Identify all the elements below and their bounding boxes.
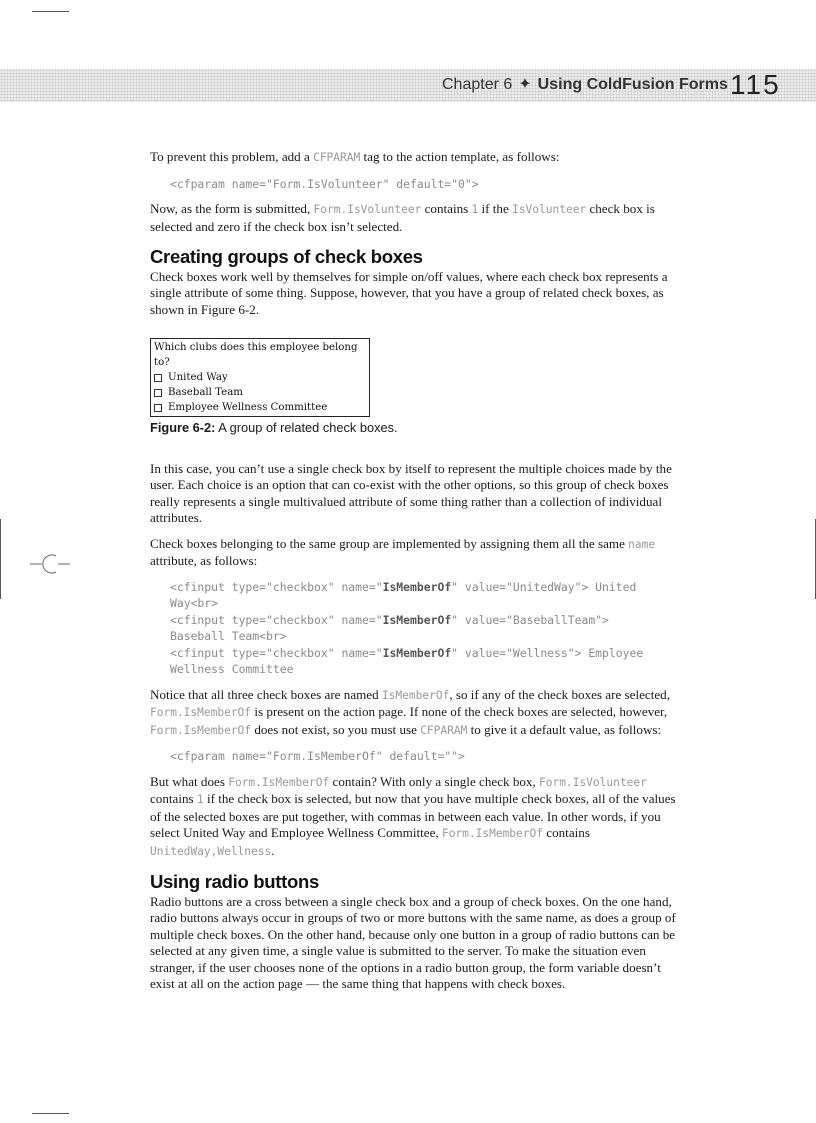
running-header: [442, 74, 728, 94]
figure-option: United Way: [154, 370, 366, 385]
separator-diamond-icon: ✦: [518, 76, 532, 93]
crop-mark-left-vertical: [0, 519, 1, 599]
inline-code: Form.IsVolunteer: [313, 203, 422, 216]
code-line: Wellness Committee: [170, 662, 294, 676]
paragraph: But what does Form.IsMemberOf contain? With only a single check box, Form.IsVolunteer contains 1 if the check box is selected, but now that you have multiple check boxes, all of the values of the selected boxes are put together, with commas in between each value. In other words, if you select United Way and Employee Wellness Committee, Form.IsMemberOf contains UnitedWay,Wellness.: [150, 773, 676, 858]
figure-checkbox-group: [150, 338, 370, 417]
checkbox-icon: [154, 374, 162, 382]
paragraph: Now, as the form is submitted, Form.IsVolunteer contains 1 if the IsVolunteer check box is selected and zero if the check box isn’t selected.: [150, 201, 655, 234]
chapter-title: Using ColdFusion Forms: [537, 76, 728, 93]
code-line: Baseball Team<br>: [170, 629, 287, 643]
paragraph: Check boxes work well by themselves for simple on/off values, where each check box represents a single attribute of some thing. Suppose, however, that you have a group of related check boxes, as shown in Figure 6-2.: [150, 268, 668, 317]
paragraph: Notice that all three check boxes are named IsMemberOf, so if any of the check boxes are selected, Form.IsMemberOf is present on the action page. If none of the check boxes are selected, however, Form.IsMemberOf does not exist, so you must use CFPARAM to give it a default value, as follows:: [150, 686, 670, 737]
inline-code: 1: [471, 203, 479, 216]
inline-code: UnitedWay,Wellness: [150, 844, 272, 858]
figure-option: Baseball Team: [154, 385, 366, 400]
paragraph: Check boxes belonging to the same group are implemented by assigning them all the same name attribute, as follows:: [150, 535, 656, 568]
code-line: <cfinput type="checkbox" name="IsMemberOf" value="Wellness"> Employee: [170, 645, 644, 660]
registration-mark-icon: [28, 552, 72, 576]
figure-caption: Figure 6-2: A group of related check boxes.: [150, 420, 398, 435]
code-block: <cfparam name="Form.IsMemberOf" default="">: [170, 749, 465, 763]
code-line: <cfinput type="checkbox" name="IsMemberOf" value="BaseballTeam">: [170, 612, 609, 627]
inline-code: 1: [196, 793, 204, 806]
inline-code: Form.IsMemberOf: [228, 775, 330, 789]
chapter-label: Chapter 6: [442, 76, 513, 93]
section-heading: Using radio buttons: [150, 871, 320, 892]
paragraph: In this case, you can’t use a single check box by itself to represent the multiple choices made by the user. Each choice is an option that can co-exist with the other options, so this group of check boxes really represents a single multivalued attribute of some thing rather than a collection of individual attributes.: [150, 460, 672, 525]
inline-code: Form.IsMemberOf: [150, 723, 252, 737]
code-block: <cfparam name="Form.IsVolunteer" default="0">: [170, 176, 479, 191]
checkbox-icon: [154, 389, 162, 397]
section-heading: Creating groups of check boxes: [150, 246, 423, 267]
inline-code: Form.IsMemberOf: [150, 706, 252, 719]
inline-code: name: [628, 537, 656, 551]
figure-option: Employee Wellness Committee: [154, 400, 366, 415]
code-line: <cfinput type="checkbox" name="IsMemberOf" value="UnitedWay"> United: [170, 579, 637, 594]
code-block: [170, 579, 680, 678]
code-line: Way<br>: [170, 596, 219, 610]
inline-code: Form.IsMemberOf: [441, 827, 543, 840]
figure-question: Which clubs does this employee belong to?: [154, 342, 358, 368]
page-number: 115: [730, 69, 781, 100]
crop-mark-bottom-left: [32, 1113, 69, 1114]
page-body: [150, 149, 680, 1002]
checkbox-icon: [154, 404, 162, 412]
inline-code: CFPARAM: [420, 723, 468, 737]
inline-code: CFPARAM: [313, 151, 361, 164]
paragraph: To prevent this problem, add a CFPARAM tag to the action template, as follows:: [150, 149, 560, 164]
paragraph: Radio buttons are a cross between a single check box and a group of check boxes. On the one hand, radio buttons always occur in groups of two or more buttons with the same name, as does a group of multiple check boxes. On the other hand, because only one button in a group of radio buttons can be selected at any given time, a single value is submitted to the server. To make the situation even stranger, if the user chooses none of the options in a radio button group, the form variable doesn’t exist at all on the action page — the same thing that happens with check boxes.: [150, 893, 676, 991]
inline-code: Form.IsVolunteer: [539, 775, 647, 789]
crop-mark-top-left: [32, 11, 69, 12]
inline-code: IsMemberOf: [381, 688, 450, 702]
inline-code: IsVolunteer: [512, 203, 587, 216]
